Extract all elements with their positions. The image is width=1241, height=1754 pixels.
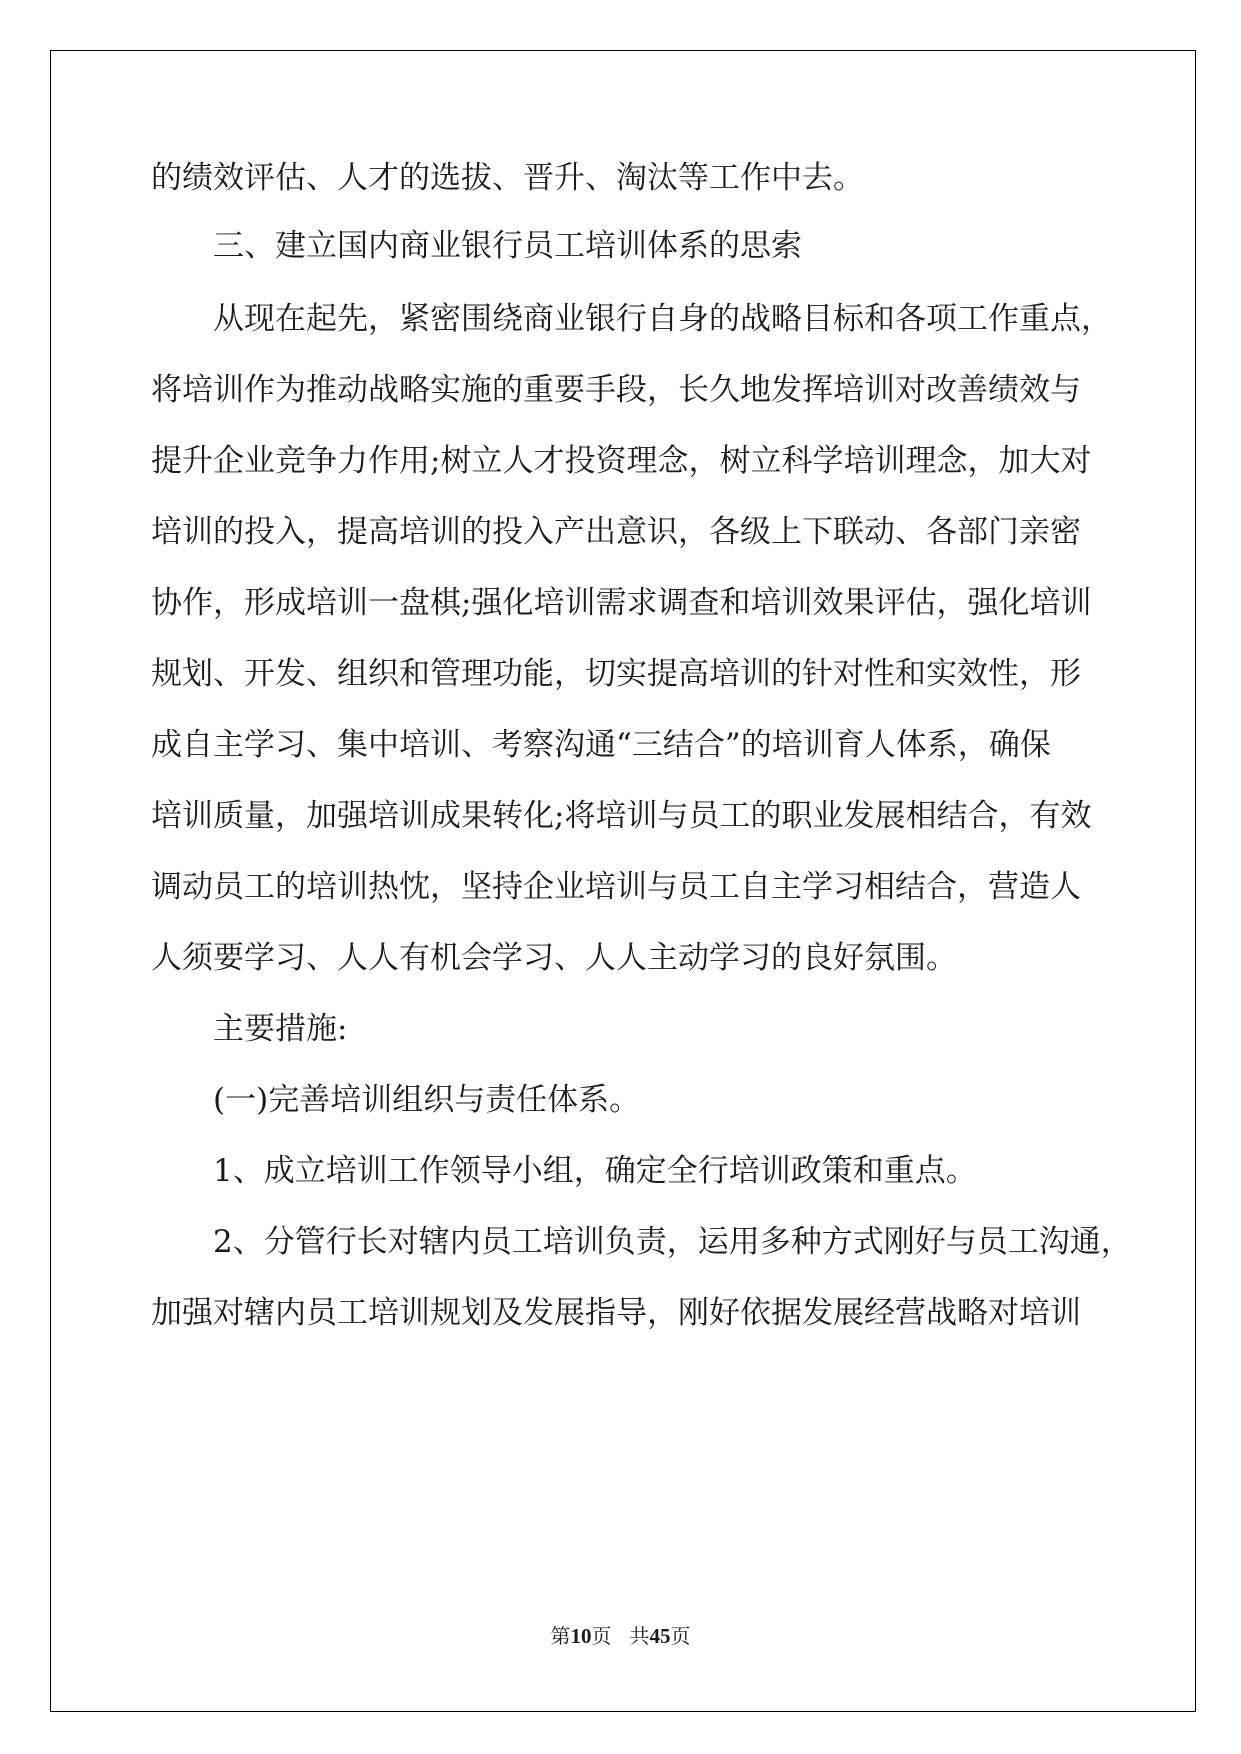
- list-item: 2、分管行长对辖内员工培训负责，运用多种方式刚好与员工沟通，: [151, 1224, 1132, 1260]
- total-prefix: 共: [629, 1624, 650, 1648]
- section-heading: 三、建立国内商业银行员工培训体系的思索: [151, 228, 802, 264]
- paragraph-line: 加强对辖内员工培训规划及发展指导，刚好依据发展经营战略对培训: [151, 1295, 1081, 1331]
- paragraph-line: 将培训作为推动战略实施的重要手段，长久地发挥培训对改善绩效与: [151, 372, 1081, 408]
- paragraph-line: 调动员工的培训热忱，坚持企业培训与员工自主学习相结合，营造人: [151, 869, 1081, 905]
- paragraph-line: 规划、开发、组织和管理功能，切实提高培训的针对性和实效性，形: [151, 656, 1081, 692]
- paragraph-line: 培训质量，加强培训成果转化;将培训与员工的职业发展相结合，有效: [151, 798, 1092, 834]
- page-total: 45: [649, 1624, 671, 1648]
- page-footer: [0, 1620, 1241, 1649]
- paragraph-line: 成自主学习、集中培训、考察沟通“三结合”的培训育人体系，确保: [151, 727, 1051, 763]
- page-prefix: 第: [550, 1624, 571, 1648]
- subheading: (一)完善培训组织与责任体系。: [151, 1082, 641, 1118]
- paragraph-line: 的绩效评估、人才的选拔、晋升、淘汰等工作中去。: [151, 160, 864, 196]
- subheading: 主要措施:: [151, 1011, 348, 1047]
- paragraph-line: 协作，形成培训一盘棋;强化培训需求调查和培训效果评估，强化培训: [151, 585, 1092, 621]
- paragraph-line: 从现在起先，紧密围绕商业银行自身的战略目标和各项工作重点，: [151, 301, 1112, 337]
- list-item: 1、成立培训工作领导小组，确定全行培训政策和重点。: [151, 1153, 977, 1189]
- page-suffix: 页: [591, 1624, 612, 1648]
- total-suffix: 页: [670, 1624, 691, 1648]
- paragraph-line: 人须要学习、人人有机会学习、人人主动学习的良好氛围。: [151, 940, 957, 976]
- paragraph-line: 培训的投入，提高培训的投入产出意识，各级上下联动、各部门亲密: [151, 514, 1081, 550]
- page-current: 10: [570, 1624, 592, 1648]
- paragraph-line: 提升企业竞争力作用;树立人才投资理念，树立科学培训理念，加大对: [151, 443, 1092, 479]
